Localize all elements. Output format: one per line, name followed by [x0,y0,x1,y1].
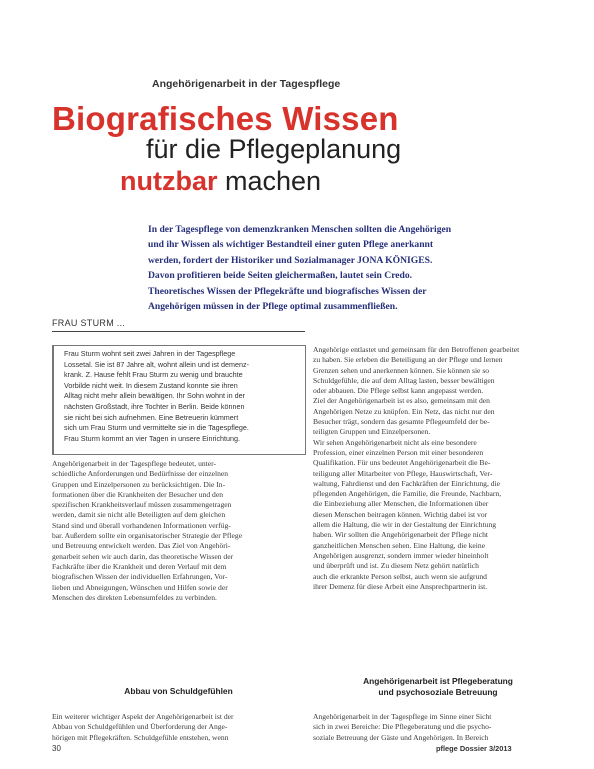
body-line: Gruppen und Einzelpersonen zu berücksichtigen. Die In- [52,479,226,489]
case-box-line: Frau Sturm kommt an vier Tagen in unsere Einrichtung. [64,433,241,443]
body-line: waltung, Fahrdienst und den Fachkräften der Einrichtung, die [313,478,501,488]
body-line: teiligten Gruppen und Einzelpersonen. [313,427,431,437]
body-line: zu haben. Sie erleben die Beteiligung an der Pflege und lernen [313,355,503,365]
body-line: oder abbauen. Die Pflege selbst kann angepasst werden. [313,386,484,396]
subheading-right [313,676,563,698]
body-line: Grenzen sehen und anerkennen können. Sie können sie so [313,365,490,375]
body-line: Profession, einer einzelnen Person mit einer besonderen [313,447,484,457]
body-line: bar. Außerdem sollte ein organisatorischer Strategie der Pflege [52,531,243,541]
body-line: ihrer Demenz für diese Arbeit eine Ansprechpartnerin ist. [313,581,488,591]
body-line: biografischen Wissen der individuellen Erfahrungen, Vor- [52,572,228,582]
case-box-line: Frau Sturm wohnt seit zwei Jahren in der Tagespflege [64,349,236,358]
article-kicker: Angehörigenarbeit in der Tagespflege [152,78,341,90]
body-line: Abbau von Schuldgefühlen und Überforderung der Ange- [52,722,228,732]
body-line: spezifischen Krankheitsverlauf müssen zusammengetragen [52,500,232,510]
lead-line: Davon profitieren beide Seiten gleichermaßen, lautet sein Credo. [148,270,413,282]
case-box-rule [52,331,305,332]
body-line: Ziel der Angehörigenarbeit ist es also, gemeinsam mit den [313,396,490,406]
body-line: sich in zwei Bereiche: Die Pflegeberatung und die psycho- [313,722,492,732]
subheading-left: Abbau von Schuldgefühlen [124,686,233,696]
body-column-left-bottom [52,712,305,743]
title-line-3-rest: machen [217,166,322,196]
body-line: Menschen des direkten Lebensumfeldes zu verbinden. [52,592,217,602]
body-line: werden, damit sie nicht alle Beteiligten auf dem gleichen [52,510,226,520]
body-line: Stand sind und überall vorhandenen Informationen verfüg- [52,520,231,530]
case-box-line: Vorbilde nicht weit. In diesem Zustand konnte sie ihren [64,380,238,390]
body-line: diesen Menschen beitragen können. Wichtig dabei ist vor [313,509,488,519]
lead-paragraph [148,222,468,314]
magazine-footer: pflege Dossier 3/2013 [436,744,512,753]
body-line: Angehörige entlastet und gemeinsam für den Betroffenen gearbeitet [313,345,520,354]
body-line: die Einbeziehung aller Menschen, die Informationen über [313,499,489,509]
body-line: und überprüft und ist. Zu diesem Netz gehört natürlich [313,561,479,571]
body-line: haben. Wir sollten die Angehörigenarbeit der Pflege nicht [313,530,489,540]
case-box-line: sie nicht bei sich aufnehmen. Eine Betreuerin kümmert [64,412,239,422]
body-line: Wir sehen Angehörigenarbeit nicht als eine besondere [313,437,477,447]
case-box-text [64,349,300,444]
article-title-line-1: Biografisches Wissen [52,100,399,137]
body-line: Angehörigenarbeit in der Tagespflege bedeutet, unter- [52,459,217,468]
body-line: formationen über die Krankheiten der Besucher und den [52,489,224,499]
lead-line: Theoretisches Wissen der Pflegekräfte und biografisches Wissen der [148,285,427,297]
body-line: Schuldgefühle, die auf dem Alltag lasten, besser bewältigen [313,375,495,385]
body-column-right [313,345,563,592]
body-line: schiedliche Anforderungen und Bedürfnisse der einzelnen [52,469,229,479]
body-line: lieben und Abneigungen, Wünschen und Hilfen sowie der [52,582,228,592]
body-line: Qualifikation. Für uns bedeutet Angehörigenarbeit die Be- [313,458,491,468]
page-number: 30 [52,744,61,753]
body-line: Ein weiterer wichtiger Aspekt der Angehörigenarbeit ist der [52,712,234,721]
body-line: genarbeit sehen wir auch darin, das theoretische Wissen der [52,551,234,561]
body-line: auch die erkrankte Person selbst, auch wenn sie aufgrund [313,571,487,581]
body-column-left [52,459,305,603]
lead-line: und ihr Wissen als wichtiger Bestandteil einer guten Pflege anerkannt [148,239,434,251]
case-box-line: Lossetal. Sie ist 87 Jahre alt, wohnt allein und ist demenz- [64,359,249,369]
body-line: pflegenden Angehörigen, die Familie, die Freunde, Nachbarn, [313,489,502,499]
lead-line: werden, fordert der Historiker und Sozialmanager JONA KÖNIGES. [148,254,433,266]
body-line: Besucher trägt, sondern das gesamte Pflegeumfeld der be- [313,417,490,427]
case-box-line: Alltag nicht mehr allein bewältigen. Ihr Sohn wohnt in der [64,391,245,401]
case-box-line: nächsten Großstadt, ihre Tochter in Berlin. Beide können [64,401,245,411]
body-column-right-bottom [313,712,563,743]
case-box-line: krank. Z. Hause fehlt Frau Sturm zu wenig und brauchte [64,370,243,380]
body-line: Angehörigen ausgrenzt, sondern immer wieder hineinholt [313,550,489,560]
body-line: allem die Haltung, die wir in der Gestaltung der Einrichtung [313,520,497,530]
case-box-line: sich um Frau Sturm und vermittelte sie in die Tagespflege. [64,423,249,433]
subheading-right-line: Angehörigenarbeit ist Pflegeberatung [363,676,513,686]
lead-line: Angehörigen müssen in der Pflege optimal zusammenfließen. [148,301,398,313]
body-line: hörigen mit Pflegekräften. Schuldgefühle entstehen, wenn [52,732,229,742]
body-line: Angehörigenarbeit in der Tagespflege im Sinne einer Sicht [313,712,492,721]
body-line: Angehörigen Netze zu knüpfen. Ein Netz, das nicht nur den [313,406,495,416]
body-line: ganzheitlichen Menschen sehen. Eine Haltung, die keine [313,540,486,550]
article-title-line-3 [120,166,321,197]
body-line: teiligung aller Mitarbeiter von Pflege, Hauswirtschaft, Ver- [313,468,493,478]
article-title-line-2: für die Pflegeplanung [146,134,402,164]
title-highlight-word: nutzbar [120,166,218,196]
body-line: Fachkräfte über die Krankheit und deren Verlauf mit dem [52,561,227,571]
body-line: und Betreuung entwickelt werden. Das Ziel von Angehöri- [52,541,231,551]
subheading-right-line: und psychosoziale Betreuung [378,687,498,697]
body-line: soziale Betreuung der Gäste und Angehörigen. In Bereich [313,732,489,742]
case-box-label: FRAU STURM ... [52,318,126,328]
lead-line: In der Tagespflege von demenzkranken Menschen sollten die Angehörigen [148,224,452,235]
